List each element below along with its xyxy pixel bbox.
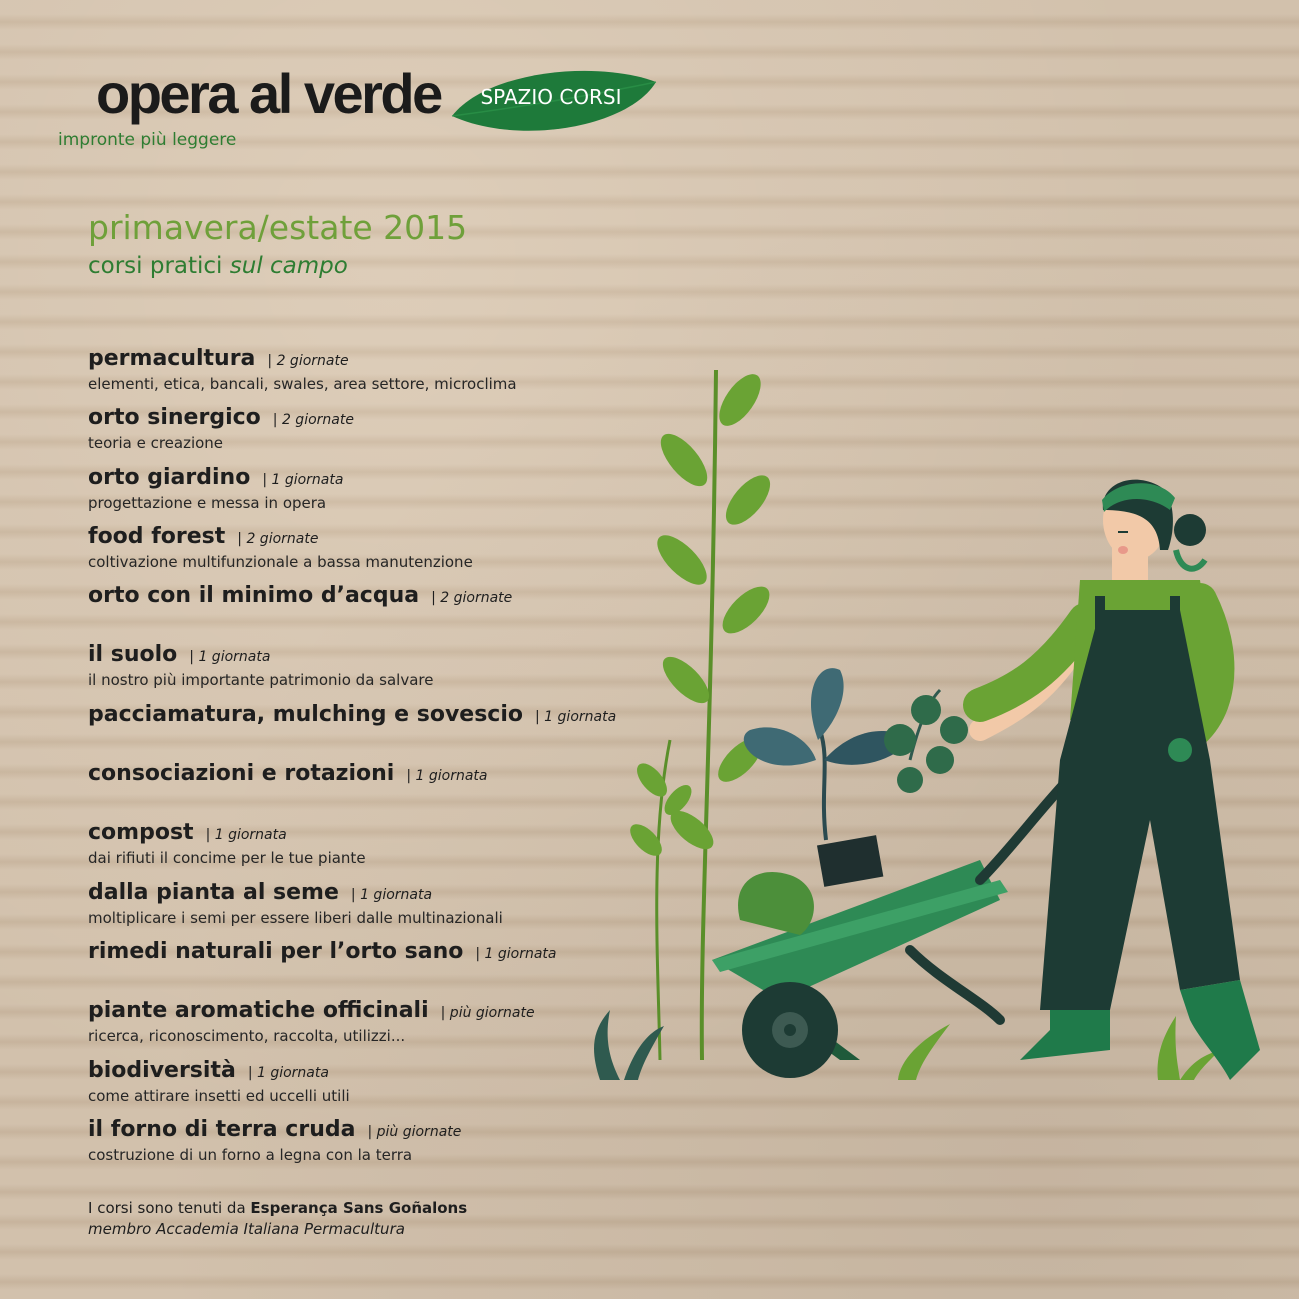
course-item <box>88 583 648 642</box>
course-title: piante aromatiche officinali <box>88 998 429 1024</box>
course-duration: | 2 giornate <box>237 530 319 547</box>
footer-prefix: I corsi sono tenuti da <box>88 1199 246 1217</box>
course-duration: | 1 giornata <box>475 945 557 962</box>
footer-credits <box>88 1198 467 1240</box>
course-description: coltivazione multifunzionale a bassa manutenzione <box>88 552 473 571</box>
course-item <box>88 820 648 879</box>
spazio-corsi-badge: SPAZIO CORSI <box>480 85 622 109</box>
course-title: permacultura <box>88 346 256 371</box>
course-item <box>88 1058 648 1117</box>
course-title: pacciamatura, mulching e sovescio <box>88 701 524 727</box>
teacher-name: Esperança Sans Goñalons <box>250 1199 468 1217</box>
course-item <box>88 880 648 939</box>
course-item <box>88 998 648 1057</box>
course-duration: | 1 giornata <box>205 827 287 844</box>
course-description: ricerca, riconoscimento, raccolta, utilizzi... <box>88 1027 406 1046</box>
course-duration: | 2 giornate <box>272 412 354 429</box>
course-duration: | più giornate <box>367 1123 462 1140</box>
course-title: biodiversità <box>88 1057 236 1083</box>
course-duration: | 1 giornata <box>247 1064 329 1081</box>
course-description: progettazione e messa in opera <box>88 493 327 512</box>
course-duration: | 2 giornate <box>431 590 513 607</box>
gardener-illustration <box>580 360 1280 1100</box>
course-item <box>88 939 648 998</box>
course-duration: | 1 giornata <box>189 649 271 666</box>
course-duration: | 2 giornate <box>267 353 349 369</box>
course-item <box>88 524 648 583</box>
brand-logo: opera al verde <box>96 62 441 125</box>
course-title: compost <box>88 820 194 846</box>
course-item <box>88 465 648 524</box>
course-duration: | più giornate <box>440 1005 535 1022</box>
course-description: moltiplicare i semi per essere liberi dalle multinazionali <box>88 908 503 927</box>
footer-line-2: membro Accademia Italiana Permacultura <box>88 1220 405 1238</box>
course-description: teoria e creazione <box>88 434 224 453</box>
course-title: il forno di terra cruda <box>88 1116 356 1142</box>
course-title: dalla pianta al seme <box>88 879 339 905</box>
course-item <box>88 1117 648 1176</box>
subtitle-italic: sul campo <box>229 253 348 279</box>
course-duration: | 1 giornata <box>262 471 344 488</box>
potted-plant-icon <box>744 668 968 887</box>
course-title: il suolo <box>88 642 178 668</box>
course-title: orto giardino <box>88 464 251 490</box>
subtitle-plain: corsi pratici <box>88 253 223 279</box>
gardener-woman-icon <box>980 480 1260 1080</box>
course-item <box>88 346 648 405</box>
course-description: elementi, etica, bancali, swales, area settore, microclima <box>88 375 517 393</box>
course-duration: | 1 giornata <box>406 768 488 785</box>
season-title: primavera/estate 2015 <box>88 208 468 247</box>
course-title: rimedi naturali per l’orto sano <box>88 938 464 964</box>
course-description: costruzione di un forno a legna con la terra <box>88 1145 413 1164</box>
course-title: orto sinergico <box>88 405 261 431</box>
grass-tuft-icon <box>594 1010 664 1080</box>
brand-tagline: impronte più leggere <box>58 130 237 150</box>
course-item <box>88 405 648 464</box>
course-item <box>88 642 648 701</box>
course-list <box>88 346 648 1176</box>
course-duration: | 1 giornata <box>350 886 433 903</box>
season-subtitle <box>88 253 348 279</box>
course-description: il nostro più importante patrimonio da salvare <box>88 671 434 690</box>
course-title: consociazioni e rotazioni <box>88 761 395 787</box>
course-duration: | 1 giornata <box>535 708 617 725</box>
course-description: dai rifiuti il concime per le tue piante <box>88 849 366 868</box>
footer-line-1 <box>88 1198 467 1219</box>
course-title: orto con il minimo d’acqua <box>88 583 420 609</box>
course-title: food forest <box>88 523 226 549</box>
course-item <box>88 761 648 820</box>
course-item <box>88 702 648 761</box>
course-description: come attirare insetti ed uccelli utili <box>88 1086 350 1105</box>
